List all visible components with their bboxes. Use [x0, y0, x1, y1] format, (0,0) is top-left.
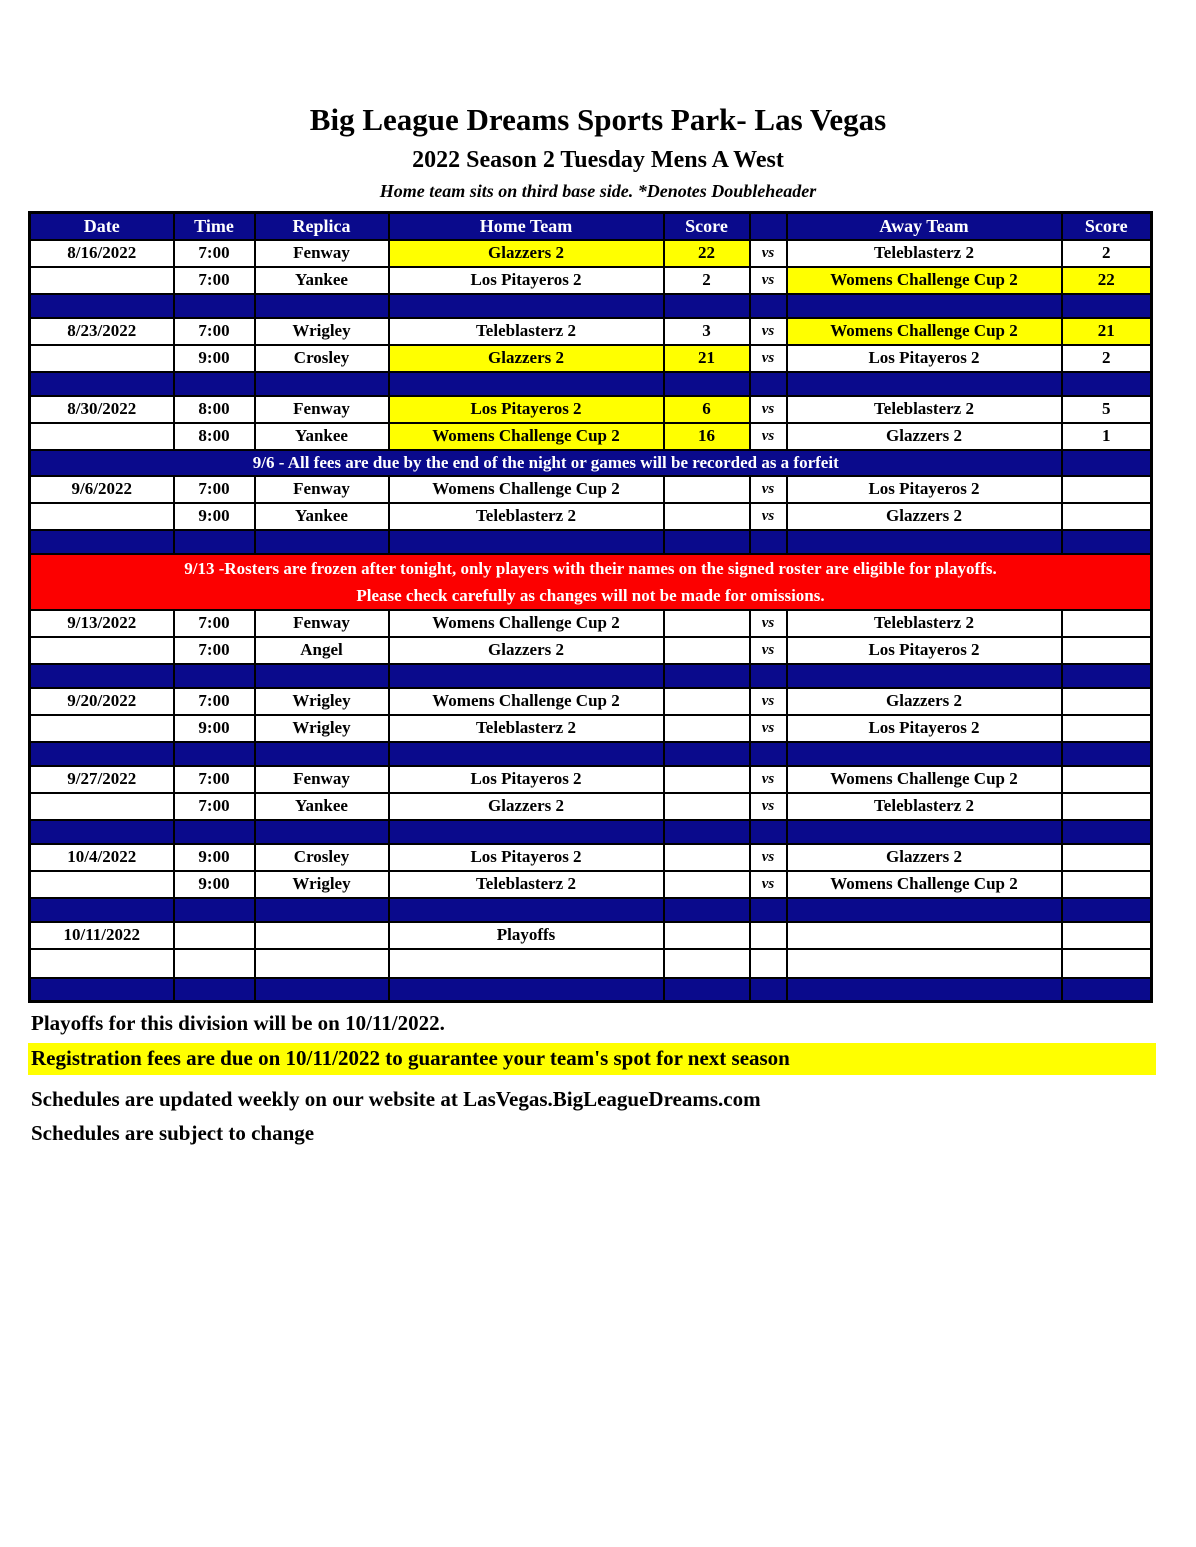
spacer-cell: [255, 978, 389, 1002]
spacer-cell: [750, 820, 787, 844]
cell-home-team: Teleblasterz 2: [389, 318, 664, 345]
game-row: [30, 318, 1152, 345]
cell-vs: vs: [750, 476, 787, 503]
cell-time: 9:00: [174, 844, 255, 871]
cell-home-team: Glazzers 2: [389, 793, 664, 820]
cell-away-team: Glazzers 2: [787, 503, 1062, 530]
game-row: [30, 240, 1152, 267]
cell-time: [174, 922, 255, 949]
cell-replica: Crosley: [255, 844, 389, 871]
spacer-cell: [787, 530, 1062, 554]
cell-home-team: Teleblasterz 2: [389, 871, 664, 898]
game-row: [30, 766, 1152, 793]
cell-vs: vs: [750, 423, 787, 450]
cell-home-score: [664, 922, 750, 949]
spacer-cell: [750, 530, 787, 554]
cell-away-score: [1062, 793, 1152, 820]
header-vs: [750, 213, 787, 240]
cell-home-score: [664, 476, 750, 503]
spacer-row: [30, 978, 1152, 1002]
cell-away-team: Los Pitayeros 2: [787, 637, 1062, 664]
cell-away-team: Los Pitayeros 2: [787, 345, 1062, 372]
cell-away-team: Teleblasterz 2: [787, 610, 1062, 637]
spacer-cell: [389, 978, 664, 1002]
spacer-cell: [389, 294, 664, 318]
footer-subject-to-change-note: Schedules are subject to change: [31, 1121, 315, 1145]
spacer-cell: [1062, 664, 1152, 688]
game-row: [30, 503, 1152, 530]
cell-away-score: 22: [1062, 267, 1152, 294]
cell-time: 9:00: [174, 715, 255, 742]
empty-cell: [664, 949, 750, 978]
cell-time: 7:00: [174, 240, 255, 267]
spacer-cell: [255, 294, 389, 318]
cell-date: [30, 423, 174, 450]
notice-row-blue: [30, 450, 1152, 476]
cell-replica: Wrigley: [255, 318, 389, 345]
cell-time: 9:00: [174, 345, 255, 372]
cell-replica: Fenway: [255, 610, 389, 637]
spacer-cell: [787, 294, 1062, 318]
cell-away-score: [1062, 610, 1152, 637]
empty-row: [30, 949, 1152, 978]
spacer-cell: [174, 372, 255, 396]
spacer-cell: [30, 294, 174, 318]
schedule-body: [30, 240, 1152, 1002]
cell-home-score: [664, 844, 750, 871]
footer-playoffs-note: Playoffs for this division will be on 10/11/2022.: [31, 1011, 445, 1035]
cell-home-score: [664, 766, 750, 793]
cell-vs: vs: [750, 503, 787, 530]
spacer-cell: [787, 664, 1062, 688]
cell-vs: vs: [750, 396, 787, 423]
footer-website-note: Schedules are updated weekly on our website at LasVegas.BigLeagueDreams.com: [31, 1087, 761, 1111]
notice-row-red: [30, 554, 1152, 610]
spacer-cell: [255, 530, 389, 554]
cell-replica: Fenway: [255, 240, 389, 267]
header-home-team: Home Team: [389, 213, 664, 240]
fees-notice-cell: 9/6 - All fees are due by the end of the night or games will be recorded as a forfeit: [30, 450, 1062, 476]
game-row: [30, 345, 1152, 372]
empty-cell: [787, 949, 1062, 978]
cell-time: 7:00: [174, 318, 255, 345]
spacer-cell: [787, 978, 1062, 1002]
spacer-cell: [389, 530, 664, 554]
spacer-cell: [255, 898, 389, 922]
cell-vs: vs: [750, 688, 787, 715]
spacer-cell: [255, 372, 389, 396]
cell-home-score: [664, 610, 750, 637]
cell-away-score: 1: [1062, 423, 1152, 450]
game-row: [30, 267, 1152, 294]
header-replica: Replica: [255, 213, 389, 240]
spacer-cell: [787, 898, 1062, 922]
game-row: [30, 637, 1152, 664]
cell-away-team: Teleblasterz 2: [787, 240, 1062, 267]
spacer-cell: [664, 372, 750, 396]
cell-home-team: Los Pitayeros 2: [389, 396, 664, 423]
spacer-row: [30, 372, 1152, 396]
cell-time: 7:00: [174, 637, 255, 664]
spacer-cell: [30, 898, 174, 922]
cell-away-score: [1062, 844, 1152, 871]
spacer-cell: [787, 742, 1062, 766]
game-row: [30, 688, 1152, 715]
cell-replica: Angel: [255, 637, 389, 664]
title-block: [0, 102, 1196, 202]
cell-away-score: [1062, 922, 1152, 949]
cell-away-team: Los Pitayeros 2: [787, 476, 1062, 503]
spacer-cell: [1062, 530, 1152, 554]
spacer-row: [30, 294, 1152, 318]
spacer-cell: [30, 530, 174, 554]
spacer-cell: [1062, 294, 1152, 318]
tagline-note: Home team sits on third base side. *Denotes Doubleheader: [379, 181, 817, 201]
cell-date: 9/20/2022: [30, 688, 174, 715]
spacer-cell: [1062, 372, 1152, 396]
cell-away-score: [1062, 476, 1152, 503]
spacer-cell: [750, 294, 787, 318]
cell-vs: vs: [750, 715, 787, 742]
cell-date: [30, 871, 174, 898]
cell-vs: vs: [750, 610, 787, 637]
empty-cell: [1062, 949, 1152, 978]
cell-home-team: Womens Challenge Cup 2: [389, 476, 664, 503]
footer-registration-note: Registration fees are due on 10/11/2022 to guarantee your team's spot for next season: [28, 1043, 1156, 1075]
empty-cell: [750, 949, 787, 978]
cell-vs: vs: [750, 766, 787, 793]
cell-home-score: 21: [664, 345, 750, 372]
cell-away-score: [1062, 503, 1152, 530]
spacer-cell: [174, 664, 255, 688]
header-date: Date: [30, 213, 174, 240]
cell-replica: Fenway: [255, 766, 389, 793]
cell-home-score: [664, 503, 750, 530]
header-time: Time: [174, 213, 255, 240]
spacer-cell: [30, 978, 174, 1002]
spacer-cell: [30, 742, 174, 766]
roster-freeze-notice-line: Please check carefully as changes will not be made for omissions.: [356, 585, 825, 605]
cell-time: 9:00: [174, 871, 255, 898]
cell-away-score: [1062, 637, 1152, 664]
cell-home-team: Womens Challenge Cup 2: [389, 423, 664, 450]
cell-time: 7:00: [174, 766, 255, 793]
cell-home-score: 16: [664, 423, 750, 450]
spacer-cell: [1062, 978, 1152, 1002]
cell-away-score: 2: [1062, 240, 1152, 267]
page-title: Big League Dreams Sports Park- Las Vegas: [309, 102, 887, 137]
cell-home-score: [664, 688, 750, 715]
empty-cell: [389, 949, 664, 978]
header-away-team: Away Team: [787, 213, 1062, 240]
spacer-cell: [664, 742, 750, 766]
cell-time: 7:00: [174, 267, 255, 294]
spacer-cell: [389, 898, 664, 922]
cell-away-score: 5: [1062, 396, 1152, 423]
cell-date: [30, 637, 174, 664]
schedule-header: [30, 213, 1152, 240]
cell-date: [30, 345, 174, 372]
spacer-cell: [174, 898, 255, 922]
cell-home-score: [664, 871, 750, 898]
spacer-cell: [30, 372, 174, 396]
spacer-cell: [255, 664, 389, 688]
cell-home-score: [664, 715, 750, 742]
cell-away-team: Teleblasterz 2: [787, 793, 1062, 820]
cell-home-team: Glazzers 2: [389, 637, 664, 664]
cell-vs: vs: [750, 844, 787, 871]
cell-away-team: Glazzers 2: [787, 844, 1062, 871]
roster-freeze-notice-line: 9/13 -Rosters are frozen after tonight, only players with their names on the signed roster are eligible for playoffs.: [184, 558, 997, 578]
cell-replica: Wrigley: [255, 688, 389, 715]
cell-vs: vs: [750, 793, 787, 820]
cell-date: 9/13/2022: [30, 610, 174, 637]
game-row: [30, 922, 1152, 949]
empty-cell: [30, 949, 174, 978]
cell-home-team: Los Pitayeros 2: [389, 267, 664, 294]
cell-replica: Yankee: [255, 503, 389, 530]
cell-date: [30, 715, 174, 742]
cell-time: 7:00: [174, 610, 255, 637]
cell-time: 7:00: [174, 476, 255, 503]
cell-replica: Yankee: [255, 267, 389, 294]
spacer-cell: [389, 664, 664, 688]
cell-home-team: Glazzers 2: [389, 240, 664, 267]
cell-replica: Fenway: [255, 396, 389, 423]
spacer-cell: [664, 664, 750, 688]
cell-home-score: [664, 793, 750, 820]
cell-away-score: [1062, 871, 1152, 898]
spacer-cell: [750, 898, 787, 922]
cell-home-team: Teleblasterz 2: [389, 503, 664, 530]
cell-home-score: 22: [664, 240, 750, 267]
cell-vs: vs: [750, 240, 787, 267]
header-home-score: Score: [664, 213, 750, 240]
cell-date: [30, 503, 174, 530]
cell-home-team: Teleblasterz 2: [389, 715, 664, 742]
cell-away-team: Glazzers 2: [787, 688, 1062, 715]
spacer-cell: [174, 530, 255, 554]
cell-away-team: Womens Challenge Cup 2: [787, 318, 1062, 345]
spacer-row: [30, 742, 1152, 766]
spacer-cell: [174, 742, 255, 766]
spacer-cell: [664, 978, 750, 1002]
cell-vs: vs: [750, 637, 787, 664]
cell-replica: Fenway: [255, 476, 389, 503]
cell-away-team: Womens Challenge Cup 2: [787, 766, 1062, 793]
spacer-cell: [30, 664, 174, 688]
cell-away-team: Womens Challenge Cup 2: [787, 267, 1062, 294]
spacer-cell: [664, 820, 750, 844]
cell-away-team: Womens Challenge Cup 2: [787, 871, 1062, 898]
spacer-row: [30, 664, 1152, 688]
cell-time: 8:00: [174, 423, 255, 450]
spacer-cell: [255, 820, 389, 844]
cell-away-score: [1062, 688, 1152, 715]
cell-away-score: 2: [1062, 345, 1152, 372]
spacer-cell: [664, 294, 750, 318]
spacer-cell: [30, 820, 174, 844]
cell-time: 7:00: [174, 688, 255, 715]
footer-notes: [28, 1011, 1156, 1146]
cell-away-team: Glazzers 2: [787, 423, 1062, 450]
spacer-cell: [750, 978, 787, 1002]
cell-replica: Wrigley: [255, 715, 389, 742]
cell-date: 9/27/2022: [30, 766, 174, 793]
spacer-row: [30, 530, 1152, 554]
schedule-table: [28, 211, 1153, 1003]
cell-vs: vs: [750, 267, 787, 294]
cell-replica: Wrigley: [255, 871, 389, 898]
game-row: [30, 871, 1152, 898]
cell-away-team: [787, 922, 1062, 949]
cell-replica: Crosley: [255, 345, 389, 372]
header-away-score: Score: [1062, 213, 1152, 240]
cell-vs: [750, 922, 787, 949]
cell-home-score: 2: [664, 267, 750, 294]
spacer-cell: [787, 372, 1062, 396]
cell-replica: Yankee: [255, 423, 389, 450]
cell-date: 9/6/2022: [30, 476, 174, 503]
spacer-cell: [389, 372, 664, 396]
cell-away-score: [1062, 715, 1152, 742]
spacer-row: [30, 820, 1152, 844]
spacer-cell: [1062, 898, 1152, 922]
game-row: [30, 476, 1152, 503]
cell-date: 8/30/2022: [30, 396, 174, 423]
cell-time: 8:00: [174, 396, 255, 423]
cell-vs: vs: [750, 345, 787, 372]
spacer-cell: [664, 530, 750, 554]
cell-home-score: [664, 637, 750, 664]
game-row: [30, 793, 1152, 820]
cell-home-score: 3: [664, 318, 750, 345]
spacer-cell: [1062, 820, 1152, 844]
cell-date: 10/11/2022: [30, 922, 174, 949]
cell-replica: Yankee: [255, 793, 389, 820]
cell-date: 8/16/2022: [30, 240, 174, 267]
game-row: [30, 396, 1152, 423]
cell-home-team: Playoffs: [389, 922, 664, 949]
spacer-cell: [174, 978, 255, 1002]
spacer-cell: [1062, 742, 1152, 766]
cell-away-team: Los Pitayeros 2: [787, 715, 1062, 742]
cell-away-team: Teleblasterz 2: [787, 396, 1062, 423]
notice-side-cell: [1062, 450, 1152, 476]
game-row: [30, 844, 1152, 871]
cell-time: 7:00: [174, 793, 255, 820]
cell-home-team: Los Pitayeros 2: [389, 766, 664, 793]
cell-home-team: Glazzers 2: [389, 345, 664, 372]
cell-date: 10/4/2022: [30, 844, 174, 871]
cell-home-team: Womens Challenge Cup 2: [389, 688, 664, 715]
spacer-row: [30, 898, 1152, 922]
game-row: [30, 610, 1152, 637]
empty-cell: [255, 949, 389, 978]
spacer-cell: [750, 372, 787, 396]
cell-home-team: Los Pitayeros 2: [389, 844, 664, 871]
spacer-cell: [389, 742, 664, 766]
cell-vs: vs: [750, 871, 787, 898]
cell-home-score: 6: [664, 396, 750, 423]
spacer-cell: [664, 898, 750, 922]
cell-date: 8/23/2022: [30, 318, 174, 345]
spacer-cell: [750, 664, 787, 688]
cell-date: [30, 793, 174, 820]
spacer-cell: [750, 742, 787, 766]
cell-replica: [255, 922, 389, 949]
spacer-cell: [174, 820, 255, 844]
roster-freeze-notice-cell: [30, 554, 1152, 610]
season-subtitle: 2022 Season 2 Tuesday Mens A West: [412, 147, 784, 173]
cell-away-score: [1062, 766, 1152, 793]
cell-time: 9:00: [174, 503, 255, 530]
cell-date: [30, 267, 174, 294]
cell-away-score: 21: [1062, 318, 1152, 345]
spacer-cell: [787, 820, 1062, 844]
game-row: [30, 423, 1152, 450]
cell-home-team: Womens Challenge Cup 2: [389, 610, 664, 637]
game-row: [30, 715, 1152, 742]
spacer-cell: [255, 742, 389, 766]
spacer-cell: [389, 820, 664, 844]
cell-vs: vs: [750, 318, 787, 345]
empty-cell: [174, 949, 255, 978]
spacer-cell: [174, 294, 255, 318]
